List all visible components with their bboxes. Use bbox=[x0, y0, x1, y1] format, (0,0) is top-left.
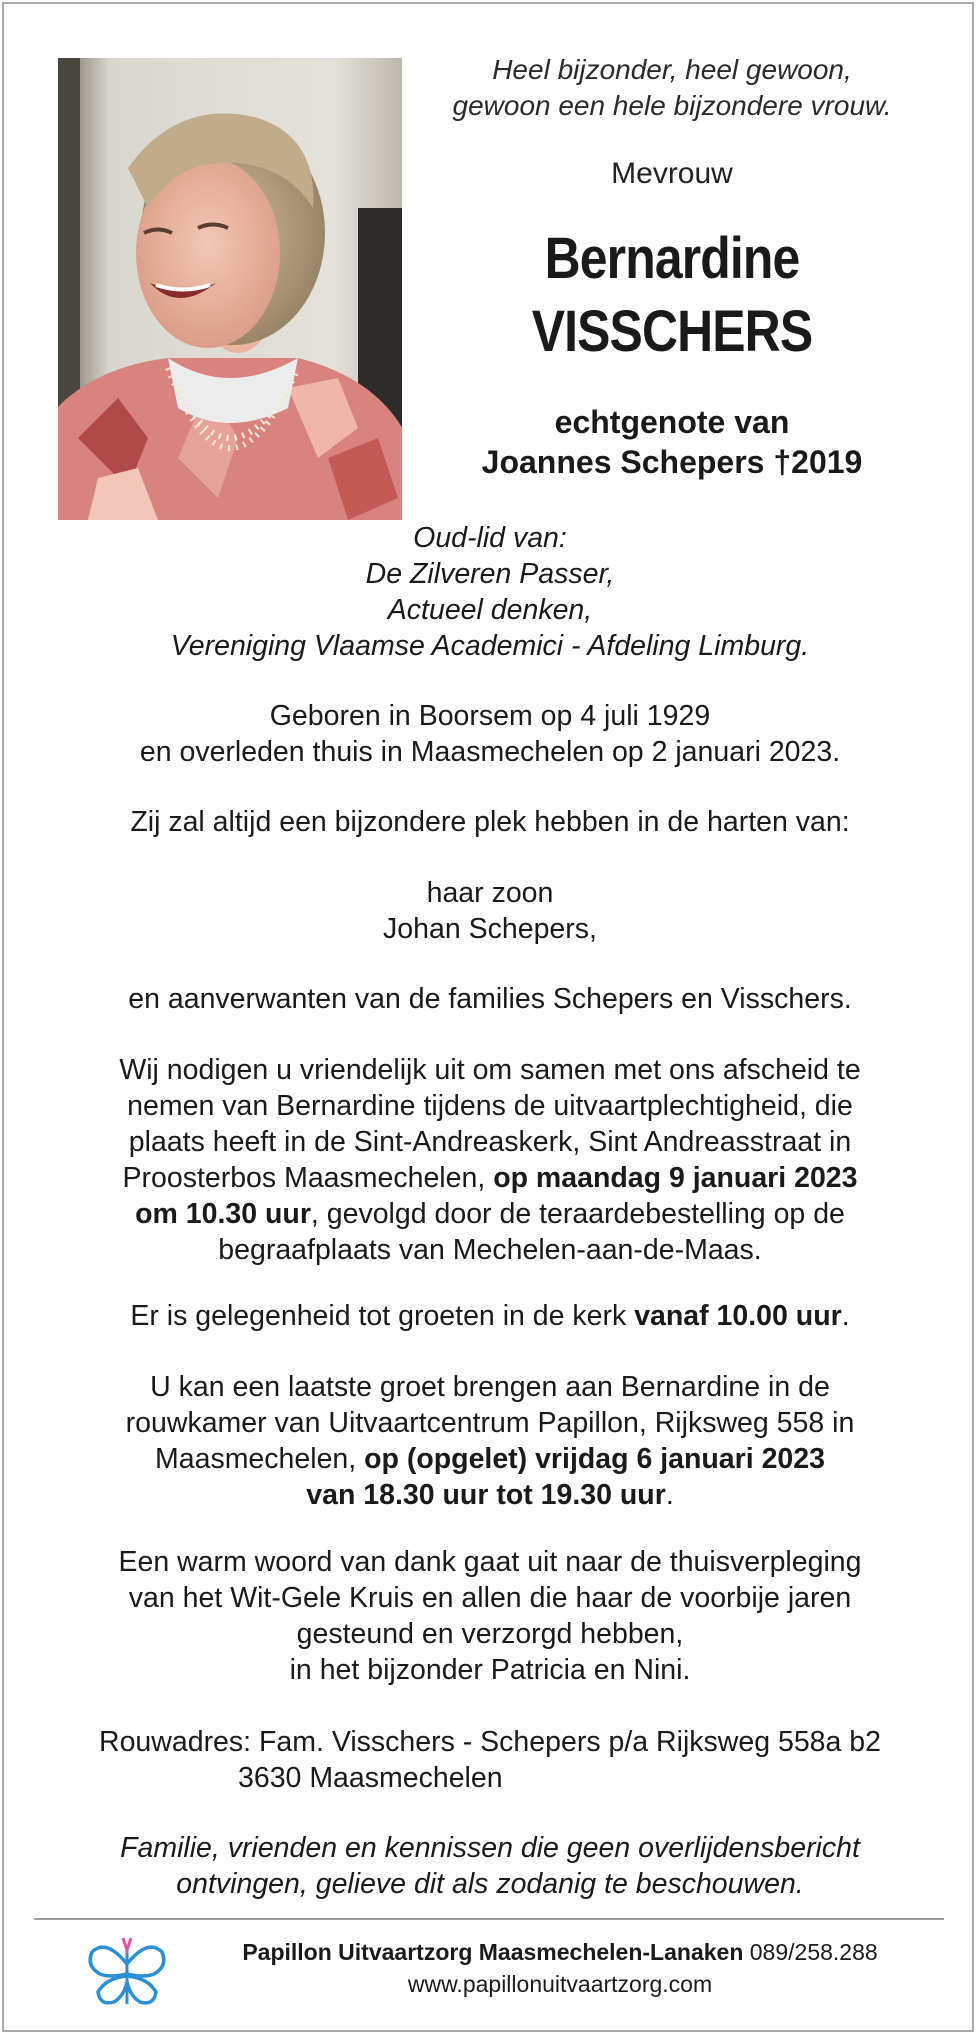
invite-line bbox=[0, 1196, 980, 1232]
invite-text: Proosterbos Maasmechelen, bbox=[122, 1162, 494, 1194]
first-name: Bernardine bbox=[544, 226, 800, 291]
motto-line-1: Heel bijzonder, heel gewoon, bbox=[492, 54, 852, 85]
viewing-text: Maasmechelen, bbox=[155, 1443, 365, 1475]
mourning-address bbox=[0, 1724, 980, 1796]
funeral-invitation bbox=[0, 1052, 980, 1268]
thanks-line: Een warm woord van dank gaat uit naar de thuisverpleging bbox=[118, 1546, 862, 1578]
invite-line: Wij nodigen u vriendelijk uit om samen met ons afscheid te bbox=[119, 1054, 861, 1086]
address-line-2: 3630 Maasmechelen bbox=[238, 1762, 503, 1794]
invite-line: nemen van Bernardine tijdens de uitvaartplechtigheid, die bbox=[127, 1090, 853, 1122]
memberships bbox=[0, 520, 980, 664]
viewing-info bbox=[0, 1369, 980, 1513]
greeting-text: Er is gelegenheid tot groeten in de kerk bbox=[130, 1300, 635, 1332]
honorific: Mevrouw bbox=[611, 157, 733, 190]
footer-divider bbox=[34, 1918, 944, 1920]
viewing-time: van 18.30 uur tot 19.30 uur bbox=[306, 1479, 666, 1511]
portrait-photo bbox=[58, 58, 402, 520]
portrait-illustration bbox=[58, 58, 402, 520]
thanks bbox=[0, 1544, 980, 1688]
son bbox=[0, 875, 980, 947]
deceased-name bbox=[440, 222, 904, 368]
relatives: en aanverwanten van de families Schepers en Visschers. bbox=[128, 983, 852, 1015]
spouse-line-2: Joannes Schepers †2019 bbox=[481, 444, 863, 480]
invite-line: plaats heeft in de Sint-Andreaskerk, Sint Andreasstraat in bbox=[128, 1126, 852, 1158]
footer-company: Papillon Uitvaartzorg Maasmechelen-Lanaken bbox=[242, 1939, 744, 1965]
thanks-line: gesteund en verzorgd hebben, bbox=[296, 1618, 684, 1650]
closing-line-1: Familie, vrienden en kennissen die geen overlijdensbericht bbox=[120, 1832, 860, 1864]
closing-note bbox=[0, 1830, 980, 1902]
thanks-line: in het bijzonder Patricia en Nini. bbox=[289, 1654, 691, 1686]
greeting-end: . bbox=[841, 1300, 850, 1332]
son-line-2: Johan Schepers, bbox=[383, 913, 597, 945]
funeral-time: om 10.30 uur bbox=[135, 1198, 311, 1230]
invite-line bbox=[0, 1160, 980, 1196]
motto-line-2: gewoon een hele bijzondere vrouw. bbox=[452, 90, 892, 121]
death-line: en overleden thuis in Maasmechelen op 2 januari 2023. bbox=[139, 736, 841, 768]
invite-line: begraafplaats van Mechelen-aan-de-Maas. bbox=[218, 1234, 762, 1266]
membership-line: Vereniging Vlaamse Academici - Afdeling Limburg. bbox=[170, 630, 810, 662]
spouse-info bbox=[402, 402, 942, 482]
membership-line: De Zilveren Passer, bbox=[365, 558, 615, 590]
viewing-line: U kan een laatste groet brengen aan Bernardine in de bbox=[150, 1371, 830, 1403]
greeting-time: vanaf 10.00 uur bbox=[634, 1300, 842, 1332]
funeral-date: op maandag 9 januari 2023 bbox=[493, 1162, 858, 1194]
footer-phone: 089/258.288 bbox=[743, 1939, 878, 1965]
membership-line: Oud-lid van: bbox=[413, 522, 567, 554]
butterfly-logo-icon bbox=[86, 1934, 168, 2010]
spouse-line-1: echtgenote van bbox=[554, 404, 790, 440]
address-line-1: Rouwadres: Fam. Visschers - Schepers p/a Rijksweg 558a b2 bbox=[99, 1726, 881, 1758]
greeting-info bbox=[0, 1298, 980, 1334]
viewing-line bbox=[0, 1441, 980, 1477]
son-line-1: haar zoon bbox=[426, 877, 554, 909]
heart-line: Zij zal altijd een bijzondere plek hebben in de harten van: bbox=[130, 806, 850, 838]
viewing-line: rouwkamer van Uitvaartcentrum Papillon, Rijksweg 558 in bbox=[125, 1407, 855, 1439]
birth-line: Geboren in Boorsem op 4 juli 1929 bbox=[269, 700, 711, 732]
closing-line-2: ontvingen, gelieve dit als zodanig te beschouwen. bbox=[176, 1868, 804, 1900]
motto bbox=[402, 52, 942, 124]
viewing-date: op (opgelet) vrijdag 6 januari 2023 bbox=[364, 1443, 825, 1475]
thanks-line: van het Wit-Gele Kruis en allen die haar de voorbije jaren bbox=[128, 1582, 852, 1614]
birth-death-dates bbox=[0, 698, 980, 770]
footer-website[interactable]: www.papillonuitvaartzorg.com bbox=[407, 1971, 713, 1997]
viewing-line bbox=[0, 1477, 980, 1513]
footer-company-line bbox=[180, 1937, 940, 1967]
membership-line: Actueel denken, bbox=[387, 594, 593, 626]
viewing-end: . bbox=[665, 1479, 674, 1511]
invite-text: , gevolgd door de teraardebestelling op de bbox=[310, 1198, 845, 1230]
last-name: VISSCHERS bbox=[531, 299, 813, 364]
